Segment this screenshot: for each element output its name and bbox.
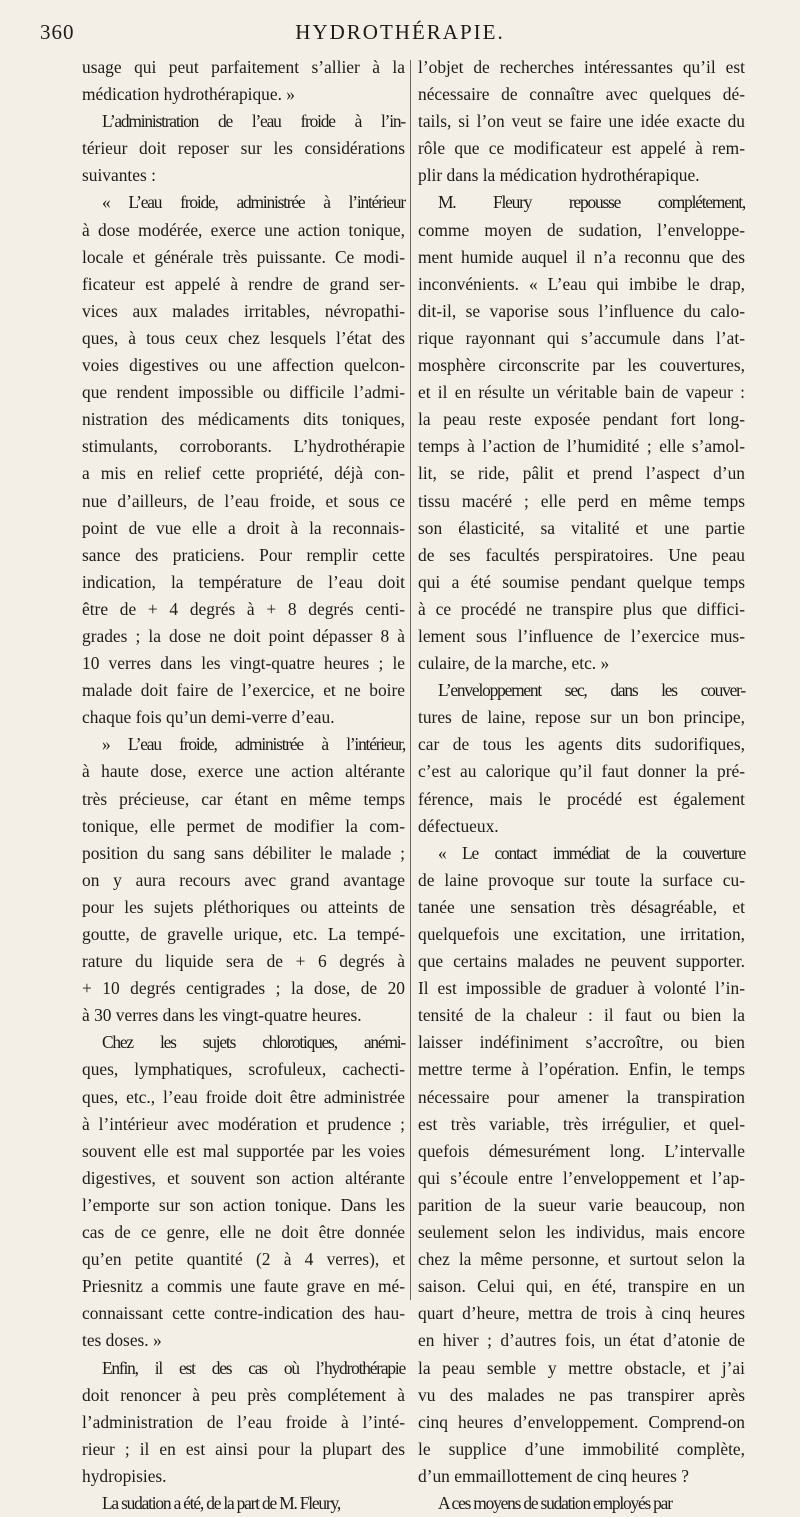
- page-header: [40, 12, 760, 52]
- text-line: l’emporte sur son action tonique. Dans les: [82, 1194, 405, 1215]
- text-line: à ce procédé ne transpire plus que diffici-: [418, 598, 745, 619]
- paragraph: [82, 189, 405, 731]
- text-line: car de tous les agents dits sudorifiques,: [418, 734, 745, 755]
- text-line: lement sous l’influence de l’exercice mus-: [418, 625, 745, 646]
- text-line: que rendent impossible ou difficile l’admi-: [82, 382, 405, 403]
- text-line: vices aux malades irritables, névropathi-: [82, 300, 405, 321]
- text-line: rôle que ce modificateur est appelé à rem-: [418, 138, 745, 159]
- text-line: être de + 4 degrés à + 8 degrés centi-: [82, 598, 405, 619]
- text-line: plir dans la médication hydrothérapique.: [418, 165, 700, 186]
- text-line: malade doit faire de l’exercice, et ne boire: [82, 680, 405, 701]
- text-line: voies digestives ou une affection quelcon-: [82, 355, 405, 376]
- text-line: L’administration de l’eau froide à l’in-: [102, 111, 405, 132]
- text-line: tonique, elle permet de modifier la com-: [82, 815, 405, 836]
- text-line: indication, la température de l’eau doit: [82, 571, 405, 592]
- text-line: l’administration de l’eau froide à l’inté-: [82, 1411, 405, 1432]
- text-line: nue d’ailleurs, de l’eau froide, et sous ce: [82, 490, 405, 511]
- text-line: qu’en petite quantité (2 à 4 verres), et: [82, 1249, 405, 1270]
- text-line: digestives, et souvent son action altérante: [82, 1167, 405, 1188]
- text-line: cinq heures d’enveloppement. Comprend-on: [418, 1411, 745, 1432]
- text-line: connaissant cette contre-indication des hau-: [82, 1303, 405, 1324]
- text-line: rique rayonnant qui s’accumule dans l’at-: [418, 327, 745, 348]
- column-rule: [410, 60, 411, 1300]
- text-line: quefois démesurément long. L’intervalle: [418, 1140, 745, 1161]
- running-title: HYDROTHÉRAPIE.: [295, 20, 505, 44]
- paragraph: [418, 189, 745, 677]
- text-line: qui s’écoule entre l’enveloppement et l’ap-: [418, 1167, 745, 1188]
- text-line: d’un emmaillottement de cinq heures ?: [418, 1465, 689, 1486]
- text-line: comme moyen de sudation, l’enveloppe-: [418, 219, 745, 240]
- text-line: cas de ce genre, elle ne doit être donnée: [82, 1222, 405, 1243]
- paragraph: [418, 677, 745, 840]
- right-column: [418, 54, 745, 1517]
- paragraph: [82, 54, 405, 108]
- paragraph: [82, 1355, 405, 1490]
- text-line: lit, se ride, pâlit et prend l’aspect d’un: [418, 463, 745, 484]
- paragraph: [82, 1490, 405, 1517]
- text-line: Il est impossible de graduer à volonté l’in-: [418, 978, 745, 999]
- text-line: quart d’heure, mettra de trois à cinq heures: [418, 1303, 745, 1324]
- text-line: point de vue elle a droit à la reconnais-: [82, 517, 405, 538]
- text-line: La sudation a été, de la part de M. Fleury,: [102, 1492, 340, 1513]
- text-line: ment humide auquel il n’a reconnu que des: [418, 246, 745, 267]
- text-line: ques, etc., l’eau froide doit être administrée: [82, 1086, 405, 1107]
- text-line: à dose modérée, exerce une action tonique,: [82, 219, 405, 240]
- text-line: + 10 degrés centigrades ; la dose, de 20: [82, 978, 405, 999]
- text-line: Enfin, il est des cas où l’hydrothérapie: [102, 1357, 405, 1378]
- text-line: L’enveloppement sec, dans les couver-: [438, 680, 745, 701]
- text-line: rieur ; il en est ainsi pour la plupart des: [82, 1438, 405, 1459]
- text-line: temps à l’action de l’humidité ; elle s’amol-: [418, 436, 745, 457]
- text-line: l’objet de recherches intéressantes qu’il est: [418, 57, 745, 77]
- paragraph: [418, 840, 745, 1490]
- text-line: on y aura recours avec grand avantage: [82, 869, 405, 890]
- text-line: 10 verres dans les vingt-quatre heures ; le: [82, 653, 405, 674]
- text-line: mettre terme à l’opération. Enfin, le temps: [418, 1059, 745, 1080]
- text-line: goutte, de gravelle urique, etc. La tempé-: [82, 924, 405, 944]
- text-line: mosphère circonscrite par les couvertures,: [418, 355, 745, 376]
- text-line: tures de laine, repose sur un bon principe,: [418, 707, 745, 728]
- text-line: usage qui peut parfaitement s’allier à la: [82, 57, 405, 77]
- text-line: la peau semble y mettre obstacle, et j’ai: [418, 1357, 745, 1378]
- text-line: que certains malades ne peuvent supporter.: [418, 951, 745, 972]
- text-line: culaire, de la marche, etc. »: [418, 653, 610, 674]
- paragraph: [82, 731, 405, 1029]
- text-line: vu des malades ne pas transpirer après: [418, 1384, 745, 1405]
- text-line: chaque fois qu’un demi-verre d’eau.: [82, 707, 335, 728]
- text-line: médication hydrothérapique. »: [82, 84, 295, 105]
- text-line: de laine provoque sur toute la surface cu-: [418, 869, 745, 890]
- text-line: laisser indéfiniment s’accroître, ou bien: [418, 1032, 745, 1053]
- text-line: locale et générale très puissante. Ce modi-: [82, 246, 405, 267]
- text-line: ques, à tous ceux chez lesquels l’état des: [82, 327, 405, 348]
- text-line: a mis en relief cette propriété, déjà con-: [82, 463, 405, 484]
- text-line: tanée une sensation très désagréable, et: [418, 896, 745, 917]
- text-line: chez la même personne, et surtout selon la: [418, 1249, 745, 1270]
- left-column: [82, 54, 405, 1517]
- paragraph: [82, 108, 405, 189]
- text-line: « Le contact immédiat de la couverture: [438, 842, 745, 863]
- text-line: stimulants, corroborants. L’hydrothérapie: [82, 436, 405, 457]
- text-line: saison. Celui qui, en été, transpire en un: [418, 1276, 745, 1297]
- text-line: à 30 verres dans les vingt-quatre heures.: [82, 1005, 362, 1026]
- text-line: rature du liquide sera de + 6 degrés à: [82, 951, 405, 972]
- text-line: à haute dose, exerce une action altérante: [82, 761, 405, 782]
- text-line: térieur doit reposer sur les considérations: [82, 138, 405, 159]
- text-line: « L’eau froide, administrée à l’intérieur: [102, 192, 405, 213]
- text-line: et il en résulte un véritable bain de vapeur :: [418, 382, 745, 403]
- text-line: tissu macéré ; elle perd en même temps: [418, 490, 745, 511]
- text-line: seulement selon les individus, mais encore: [418, 1222, 745, 1243]
- paragraph: [418, 1490, 745, 1517]
- text-line: ficateur est appelé à rendre de grand ser-: [82, 273, 405, 294]
- text-line: souvent elle est mal supportée par les voies: [82, 1140, 405, 1161]
- text-line: nistration des médicaments dits toniques,: [82, 409, 405, 430]
- text-line: est très variable, très irrégulier, et quel-: [418, 1113, 745, 1134]
- text-line: la peau reste exposée pendant fort long-: [418, 409, 745, 430]
- text-line: tensité de la chaleur : il faut ou bien la: [418, 1005, 745, 1026]
- text-line: » L’eau froide, administrée à l’intérieur,: [102, 734, 405, 755]
- text-line: très précieuse, car étant en même temps: [82, 788, 405, 809]
- text-line: grades ; la dose ne doit point dépasser 8 à: [82, 625, 405, 646]
- text-line: qui a été soumise pendant quelque temps: [418, 571, 745, 592]
- page-number: 360: [40, 20, 75, 44]
- text-line: A ces moyens de sudation employés par: [438, 1492, 672, 1513]
- text-line: pour les sujets pléthoriques ou atteints de: [82, 896, 405, 917]
- text-line: dit-il, se vaporise sous l’influence du calo-: [418, 300, 745, 321]
- text-line: parition de la sueur varie beaucoup, non: [418, 1194, 745, 1215]
- paragraph: [82, 1029, 405, 1354]
- text-line: tes doses. »: [82, 1330, 162, 1351]
- paragraph: [418, 54, 745, 189]
- text-line: tails, si l’on veut se faire une idée exacte du: [418, 111, 745, 132]
- text-line: Chez les sujets chlorotiques, anémi-: [102, 1032, 405, 1053]
- text-line: nécessaire de connaître avec quelques dé-: [418, 84, 745, 105]
- text-line: ques, lymphatiques, scrofuleux, cachecti-: [82, 1059, 405, 1080]
- text-line: position du sang sans débiliter le malade ;: [82, 842, 405, 863]
- text-line: défectueux.: [418, 815, 499, 836]
- text-line: inconvénients. « L’eau qui imbibe le drap,: [418, 273, 745, 294]
- text-line: quelquefois une excitation, une irritation,: [418, 924, 745, 944]
- text-line: en hiver ; d’autres fois, un état d’atonie de: [418, 1330, 745, 1351]
- text-line: de ses facultés perspiratoires. Une peau: [418, 544, 745, 565]
- text-line: le supplice d’une immobilité complète,: [418, 1438, 745, 1459]
- text-line: son élasticité, sa vitalité et une partie: [418, 517, 745, 538]
- text-line: férence, mais le procédé est également: [418, 788, 745, 809]
- text-line: c’est au calorique qu’il faut donner la pré-: [418, 761, 745, 782]
- text-line: suivantes :: [82, 165, 156, 186]
- text-line: à l’intérieur avec modération et prudence ;: [82, 1113, 405, 1134]
- text-line: hydropisies.: [82, 1465, 167, 1486]
- text-line: doit renoncer à peu près complétement à: [82, 1384, 405, 1405]
- text-line: nécessaire pour amener la transpiration: [418, 1086, 745, 1107]
- text-line: sance des praticiens. Pour remplir cette: [82, 544, 405, 565]
- text-line: M. Fleury repousse complétement,: [438, 192, 745, 213]
- text-line: Priesnitz a commis une faute grave en mé-: [82, 1276, 405, 1297]
